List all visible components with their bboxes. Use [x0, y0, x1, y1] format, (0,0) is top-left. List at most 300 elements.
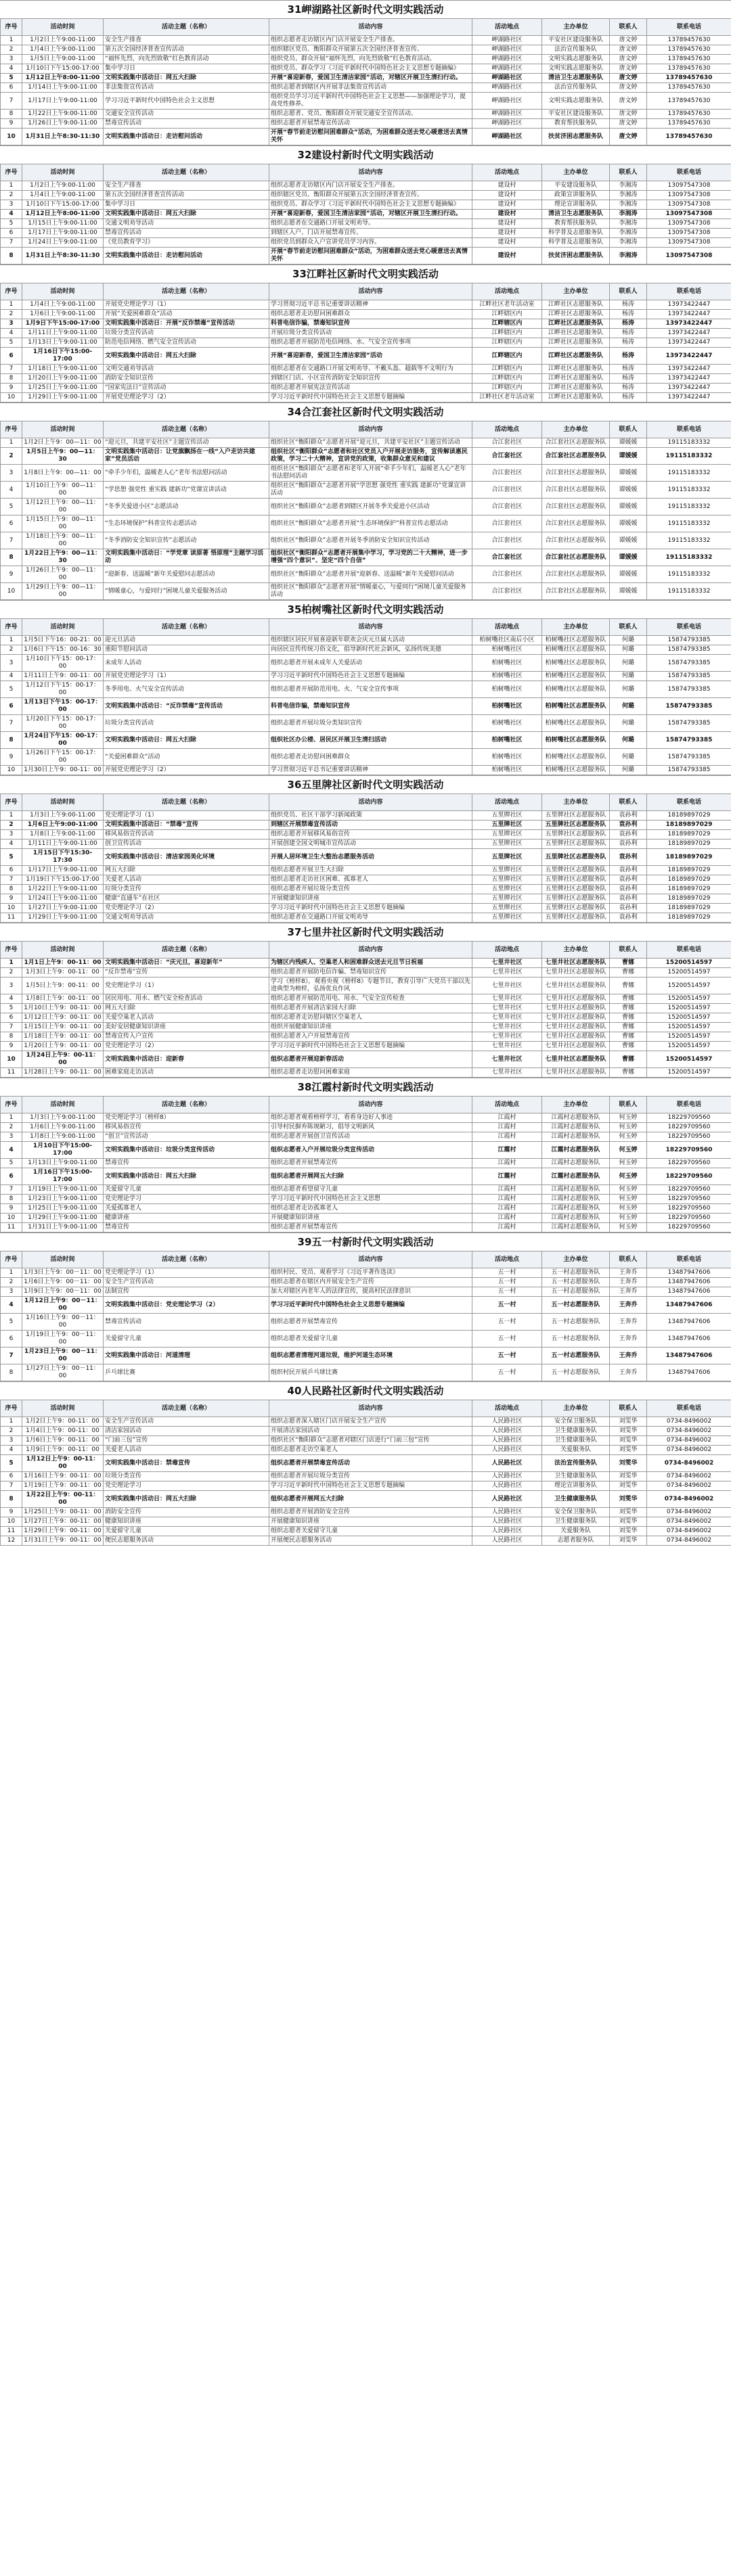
time-cell: 1月29日上午9：00—11：00: [22, 583, 104, 600]
content-cell: 开展清洁家园活动: [269, 1427, 472, 1436]
phone-cell: 13487947606: [647, 1348, 731, 1364]
theme-cell: 网五大扫除: [104, 1004, 269, 1013]
section-title: 33江畔社区新时代文明实践活动: [0, 264, 731, 283]
table-row: [1, 1508, 731, 1517]
table-row: [1, 36, 731, 45]
table-row: [1, 438, 731, 448]
seq-cell: 3: [1, 465, 22, 482]
contact-cell: 曹娜: [610, 1013, 647, 1023]
time-cell: 1月15日上午9：00-11：00: [22, 1023, 104, 1032]
time-cell: 1月12日上午8:00-11:00: [22, 74, 104, 83]
place-cell: 岬湖路社区: [472, 36, 542, 45]
content-cell: 开展垃圾分类宣传活动: [269, 329, 472, 338]
theme-cell: 交通文明劝导活动: [104, 913, 269, 923]
place-cell: 江霞村: [472, 1132, 542, 1142]
phone-cell: 13973422447: [647, 338, 731, 348]
place-cell: 江霞村: [472, 1204, 542, 1214]
theme-cell: “国家宪法日”宣传活动: [104, 384, 269, 393]
time-cell: 1月6日上午9:00-11:00: [22, 1123, 104, 1132]
contact-cell: 李湘涛: [610, 210, 647, 219]
table-row: [1, 583, 731, 600]
theme-cell: 文明实践集中活动日：禁毒宣传: [104, 1455, 269, 1472]
organizer-cell: 五一村志愿服务队: [542, 1364, 610, 1381]
table-row: [1, 448, 731, 465]
time-cell: 1月24日下午15：00-17：00: [22, 732, 104, 749]
phone-header: 联系电话: [647, 421, 731, 438]
time-cell: 1月4日上午9:00-11:00: [22, 300, 104, 310]
contact-cell: 谭媛媛: [610, 583, 647, 600]
content-cell: 学习《榜样8》，观看央视《榜样8》专题节目，教育引导广大党员干部以先进典型为榜样，弘扬优良作风: [269, 978, 472, 994]
theme-cell: 集中学习日: [104, 200, 269, 210]
place-header: 活动地点: [472, 942, 542, 959]
theme-cell: 禁毒宣传: [104, 1223, 269, 1233]
content-cell: 组织志愿者走访孤寡老人: [269, 1204, 472, 1214]
contact-cell: 李湘涛: [610, 181, 647, 191]
organizer-cell: 卫生健康服务队: [542, 1436, 610, 1446]
content-cell: 组织志愿者开展禁毒宣传活动: [269, 1455, 472, 1472]
phone-cell: 15200514597: [647, 1068, 731, 1078]
contact-cell: 谭媛媛: [610, 482, 647, 499]
phone-cell: 13789457630: [647, 74, 731, 83]
place-cell: 建设村: [472, 229, 542, 238]
phone-cell: 19115183332: [647, 566, 731, 583]
table-row: [1, 1013, 731, 1023]
time-cell: 1月15日下午15:30-17:30: [22, 849, 104, 866]
content-cell: 开展创建全国文明城市宣传活动: [269, 840, 472, 849]
contact-header: 联系人: [610, 1251, 647, 1268]
table-row: [1, 1417, 731, 1427]
table-row: [1, 766, 731, 775]
organizer-cell: 五里牌社区志愿服务队: [542, 849, 610, 866]
organizer-cell: 江霞村志愿服务队: [542, 1195, 610, 1204]
theme-cell: 乒乓球比赛: [104, 1364, 269, 1381]
time-cell: 1月9日上午9：00-11：00: [22, 1446, 104, 1455]
phone-cell: 15200514597: [647, 1042, 731, 1051]
contact-cell: 何璐: [610, 655, 647, 672]
place-cell: 合江套社区: [472, 499, 542, 515]
organizer-header: 主办单位: [542, 283, 610, 300]
time-cell: 1月6日上午9:00-11:00: [22, 821, 104, 830]
time-cell: 1月20日下午15：00-17：00: [22, 715, 104, 732]
contact-cell: 何璐: [610, 672, 647, 681]
contact-cell: 谭媛媛: [610, 515, 647, 532]
theme-header: 活动主题（名称）: [104, 283, 269, 300]
contact-cell: 刘雯华: [610, 1427, 647, 1436]
organizer-cell: 文明实践志愿服务队: [542, 55, 610, 64]
phone-cell: 0734-8496002: [647, 1491, 731, 1508]
table-header-row: [1, 1097, 731, 1113]
seq-cell: 1: [1, 636, 22, 645]
theme-cell: 禁毒宣传入户宣传: [104, 1032, 269, 1042]
seq-cell: 2: [1, 448, 22, 465]
theme-cell: 文明实践集中活动日：“庆元旦，喜迎新年”: [104, 959, 269, 968]
content-cell: 组织志愿者走访慰问辖区空巢老人: [269, 1013, 472, 1023]
place-cell: 人民路社区: [472, 1491, 542, 1508]
organizer-cell: 理论宣讲服务队: [542, 1481, 610, 1491]
time-cell: 1月5日上午9：00—11：30: [22, 448, 104, 465]
content-cell: 组织社区“衡阳群众”志愿者开展“学思想 强党性 重实践 建新功”党课宣讲活动: [269, 482, 472, 499]
place-cell: 江霞村: [472, 1159, 542, 1168]
theme-header: 活动主题（名称）: [104, 421, 269, 438]
organizer-cell: 合江套社区志愿服务队: [542, 499, 610, 515]
contact-cell: 袁孙利: [610, 904, 647, 913]
seq-cell: 5: [1, 1159, 22, 1168]
time-header: 活动时间: [22, 1251, 104, 1268]
content-cell: 组织社区“衡阳群众”志愿者对辖区门店进行“门前三包”宣传: [269, 1436, 472, 1446]
organizer-cell: 江畔社区志愿服务队: [542, 310, 610, 319]
organizer-cell: 江畔社区志愿服务队: [542, 319, 610, 329]
content-cell: 组织志愿者开展防电信诈骗、禁毒知识宣传: [269, 968, 472, 978]
content-cell: 学习习近平新时代中国特色社会主义思想专题摘编: [269, 1042, 472, 1051]
content-cell: 组织党员、群众开展“福怀先烈，向先烈致敬”红色教育活动。: [269, 55, 472, 64]
theme-cell: 关爱留守儿童: [104, 1527, 269, 1536]
place-cell: 五里牌社区: [472, 840, 542, 849]
table-row: [1, 74, 731, 83]
time-header: 活动时间: [22, 619, 104, 636]
contact-cell: 王奔乔: [610, 1278, 647, 1287]
content-cell: 组织志愿者、党员、衡阳群众开展交通安全宣传活动。: [269, 110, 472, 119]
seq-cell: 9: [1, 384, 22, 393]
content-cell: 组织志愿者开展禁毒宣传活动: [269, 119, 472, 129]
time-cell: 1月15日上午9:00-11:00: [22, 219, 104, 229]
seq-cell: 2: [1, 821, 22, 830]
phone-cell: 18229709560: [647, 1113, 731, 1123]
place-cell: 柏树嘴社区: [472, 645, 542, 655]
contact-cell: 谭媛媛: [610, 566, 647, 583]
phone-cell: 18189897029: [647, 830, 731, 840]
place-cell: 柏树嘴社区: [472, 749, 542, 766]
seq-cell: 6: [1, 229, 22, 238]
phone-cell: 18229709560: [647, 1142, 731, 1159]
place-cell: 七里井社区: [472, 1042, 542, 1051]
organizer-cell: 合江套社区志愿服务队: [542, 549, 610, 566]
theme-cell: 第五次全国经济普查宣传活动: [104, 191, 269, 200]
content-cell: 组织志愿者走访辖区内门店开展安全生产排查。: [269, 36, 472, 45]
place-cell: 建设村: [472, 238, 542, 248]
theme-cell: 开展党史理论学习（2）: [104, 766, 269, 775]
place-cell: 五一村: [472, 1331, 542, 1348]
organizer-cell: 合江套社区志愿服务队: [542, 566, 610, 583]
contact-cell: 谭媛媛: [610, 549, 647, 566]
table-row: [1, 64, 731, 74]
place-cell: 柏树嘴社区: [472, 732, 542, 749]
seq-cell: 8: [1, 248, 22, 264]
time-cell: 1月20日上午9：00-11：00: [22, 1042, 104, 1051]
contact-cell: 何璐: [610, 698, 647, 715]
organizer-cell: 七里井社区志愿服务队: [542, 1051, 610, 1068]
phone-cell: 0734-8496002: [647, 1527, 731, 1536]
phone-cell: 13487947606: [647, 1287, 731, 1297]
content-header: 活动内容: [269, 421, 472, 438]
content-cell: 组织党员到群众入户宣讲党员学习内容。: [269, 238, 472, 248]
phone-cell: 18229709560: [647, 1204, 731, 1214]
organizer-cell: 江霞村志愿服务队: [542, 1132, 610, 1142]
organizer-cell: 关爱服务队: [542, 1527, 610, 1536]
time-cell: 1月11日上午9:00-11:00: [22, 840, 104, 849]
organizer-cell: 江畔社区志愿服务队: [542, 374, 610, 384]
place-cell: 五一村: [472, 1297, 542, 1314]
contact-cell: 何玉婷: [610, 1123, 647, 1132]
place-cell: 江畔辖区内: [472, 329, 542, 338]
theme-cell: 文明实践集中活动日：党史理论学习（2）: [104, 1297, 269, 1314]
time-cell: 1月19日上午9：00－11：00: [22, 1331, 104, 1348]
organizer-cell: 科学普及志愿服务队: [542, 229, 610, 238]
table-row: [1, 1032, 731, 1042]
place-header: 活动地点: [472, 1400, 542, 1417]
contact-cell: 杨涛: [610, 310, 647, 319]
theme-cell: 党史理论学习（1）: [104, 978, 269, 994]
phone-cell: 13789457630: [647, 83, 731, 93]
phone-cell: 13973422447: [647, 310, 731, 319]
seq-cell: 4: [1, 329, 22, 338]
theme-cell: 创卫宣传活动: [104, 840, 269, 849]
phone-cell: 13097547308: [647, 191, 731, 200]
table-row: [1, 904, 731, 913]
place-cell: 江畔辖区内: [472, 384, 542, 393]
content-cell: 组织辖区党员、衡阳群众开展第五次全国经济普查宣传。: [269, 191, 472, 200]
phone-cell: 18189897029: [647, 913, 731, 923]
phone-header: 联系电话: [647, 1400, 731, 1417]
contact-cell: 袁孙利: [610, 875, 647, 885]
section-title: 31岬湖路社区新时代文明实践活动: [0, 0, 731, 18]
theme-cell: 文明实践集中活动日：垃圾分类宣传活动: [104, 1142, 269, 1159]
content-cell: 开展“春节前走访慰问困难群众”活动，为困难群众送去党心暖意送去真情关怀: [269, 129, 472, 145]
theme-cell: 文明实践集中活动日：清洁家园美化环境: [104, 849, 269, 866]
place-cell: 岬湖路社区: [472, 119, 542, 129]
organizer-cell: 柏树嘴社区志愿服务队: [542, 698, 610, 715]
time-cell: 1月22日上午9：00—11：30: [22, 549, 104, 566]
seq-header: 序号: [1, 1097, 22, 1113]
contact-cell: 杨涛: [610, 374, 647, 384]
place-cell: 五里牌社区: [472, 821, 542, 830]
theme-cell: 关爱孤寡老人: [104, 1204, 269, 1214]
seq-cell: 4: [1, 1297, 22, 1314]
contact-cell: 何玉婷: [610, 1214, 647, 1223]
contact-cell: 何璐: [610, 732, 647, 749]
table-row: [1, 1287, 731, 1297]
place-header: 活动地点: [472, 421, 542, 438]
theme-cell: 冬季用电、火气安全宣传活动: [104, 681, 269, 698]
seq-cell: 11: [1, 1527, 22, 1536]
place-cell: 人民路社区: [472, 1417, 542, 1427]
content-cell: 组织村民开展乒乓球比赛: [269, 1364, 472, 1381]
seq-cell: 9: [1, 1042, 22, 1051]
content-cell: 组织志愿者开展禁毒宣传: [269, 1159, 472, 1168]
contact-cell: 何玉婷: [610, 1113, 647, 1123]
contact-cell: 王奔乔: [610, 1268, 647, 1278]
phone-cell: 15874793385: [647, 698, 731, 715]
table-row: [1, 300, 731, 310]
time-cell: 1月10日下午15:00-17:00: [22, 1142, 104, 1159]
phone-cell: 18189897029: [647, 904, 731, 913]
phone-cell: 13097547308: [647, 219, 731, 229]
organizer-cell: 合江套社区志愿服务队: [542, 448, 610, 465]
phone-cell: 19115183332: [647, 499, 731, 515]
organizer-cell: 五一村志愿服务队: [542, 1314, 610, 1331]
table-row: [1, 55, 731, 64]
theme-cell: 文明实践集中活动日：网五大扫除: [104, 74, 269, 83]
organizer-cell: 卫生健康服务队: [542, 1517, 610, 1527]
theme-cell: 文明实践集中活动日：走访慰问活动: [104, 248, 269, 264]
seq-cell: 2: [1, 191, 22, 200]
content-cell: 加大对辖区内老年人的法律宣传，提高村民法律意识: [269, 1287, 472, 1297]
organizer-cell: 七里井社区志愿服务队: [542, 994, 610, 1004]
phone-cell: 18229709560: [647, 1168, 731, 1185]
content-cell: 组织志愿者在交通路口开展文明劝导、不戴头盔、超载等不文明行为: [269, 365, 472, 374]
organizer-cell: 教育帮扶服务队: [542, 219, 610, 229]
theme-cell: 文明实践集中活动日：让党旗飘扬在一线“入户走访共建家”党员活动: [104, 448, 269, 465]
content-cell: 到辖区开展禁毒宣传活动: [269, 821, 472, 830]
time-cell: 1月15日上午9：00—11：00: [22, 515, 104, 532]
contact-header: 联系人: [610, 164, 647, 181]
seq-cell: 10: [1, 583, 22, 600]
theme-cell: 禁毒宣传: [104, 1159, 269, 1168]
content-cell: 开展“春节前走访慰问困难群众”活动，为困难群众送去党心暖意送去真情关怀: [269, 248, 472, 264]
content-cell: 学习习近平新时代中国特色社会主义思想专题摘编: [269, 1297, 472, 1314]
table-row: [1, 1168, 731, 1185]
phone-cell: 0734-8496002: [647, 1508, 731, 1517]
place-cell: 江畔辖区内: [472, 374, 542, 384]
contact-cell: 刘雯华: [610, 1527, 647, 1536]
seq-cell: 4: [1, 210, 22, 219]
organizer-cell: 江畔社区志愿服务队: [542, 348, 610, 365]
time-cell: 1月31日上午8:30-11:30: [22, 248, 104, 264]
phone-cell: 15874793385: [647, 645, 731, 655]
place-header: 活动地点: [472, 1251, 542, 1268]
place-cell: 岬湖路社区: [472, 45, 542, 55]
place-cell: 人民路社区: [472, 1427, 542, 1436]
place-cell: 江畔社区老年活动室: [472, 300, 542, 310]
section-title: 38江霞村新时代文明实践活动: [0, 1078, 731, 1096]
phone-cell: 19115183332: [647, 448, 731, 465]
phone-cell: 15874793385: [647, 715, 731, 732]
organizer-cell: 合江套社区志愿服务队: [542, 515, 610, 532]
table-row: [1, 1113, 731, 1123]
seq-cell: 8: [1, 885, 22, 894]
organizer-cell: 五一村志愿服务队: [542, 1297, 610, 1314]
organizer-cell: 柏树嘴社区志愿服务队: [542, 681, 610, 698]
phone-cell: 15874793385: [647, 636, 731, 645]
table-row: [1, 219, 731, 229]
phone-cell: 13973422447: [647, 365, 731, 374]
contact-cell: 曹娜: [610, 1023, 647, 1032]
theme-cell: 重阳节慰问活动: [104, 645, 269, 655]
place-cell: 人民路社区: [472, 1472, 542, 1481]
place-cell: 合江套社区: [472, 583, 542, 600]
content-cell: 组织志愿者走访慰问困难家庭: [269, 1068, 472, 1078]
seq-header: 序号: [1, 942, 22, 959]
time-cell: 1月26日下午15：00-17：00: [22, 749, 104, 766]
table-header-row: [1, 421, 731, 438]
organizer-cell: 七里井社区志愿服务队: [542, 1032, 610, 1042]
table-row: [1, 1536, 731, 1546]
content-cell: 组织志愿者开展防范电信网络、水、气安全宣传事项: [269, 338, 472, 348]
content-cell: 科普电信诈骗，禁毒知识宣传: [269, 319, 472, 329]
time-cell: 1月29日上午9:00-11:00: [22, 913, 104, 923]
table-row: [1, 549, 731, 566]
seq-cell: 10: [1, 904, 22, 913]
content-cell: 组织志愿者开展垃圾分类知识宣传: [269, 715, 472, 732]
place-cell: 七里井社区: [472, 994, 542, 1004]
seq-cell: 3: [1, 655, 22, 672]
phone-cell: 15200514597: [647, 978, 731, 994]
content-cell: 组织志愿者到辖区内开展非法集资宣传活动: [269, 83, 472, 93]
organizer-cell: 江畔社区志愿服务队: [542, 393, 610, 402]
phone-cell: 15200514597: [647, 1004, 731, 1013]
time-cell: 1月1日上午9：00-11：00: [22, 959, 104, 968]
theme-cell: 《党员教育学习》: [104, 238, 269, 248]
theme-cell: 交通文明劝导活动: [104, 219, 269, 229]
place-cell: 江畔社区老年活动室: [472, 393, 542, 402]
seq-cell: 4: [1, 840, 22, 849]
table-row: [1, 238, 731, 248]
contact-cell: 何璐: [610, 766, 647, 775]
content-header: 活动内容: [269, 1251, 472, 1268]
organizer-cell: 柏树嘴社区志愿服务队: [542, 715, 610, 732]
theme-cell: 防范电信网络、燃气安全宣传活动: [104, 338, 269, 348]
seq-cell: 3: [1, 978, 22, 994]
organizer-cell: 五里牌社区志愿服务队: [542, 821, 610, 830]
table-row: [1, 811, 731, 821]
theme-cell: “学思想 强党性 重实践 建新功”党课宣讲活动: [104, 482, 269, 499]
phone-cell: 18189897029: [647, 885, 731, 894]
organizer-cell: 五里牌社区志愿服务队: [542, 811, 610, 821]
table-row: [1, 1159, 731, 1168]
organizer-cell: 江霞村志愿服务队: [542, 1123, 610, 1132]
organizer-cell: 清洁卫生志愿服务队: [542, 210, 610, 219]
theme-header: 活动主题（名称）: [104, 1400, 269, 1417]
phone-cell: 0734-8496002: [647, 1436, 731, 1446]
theme-cell: 文明实践集中活动日：网五大扫除: [104, 1168, 269, 1185]
table-row: [1, 749, 731, 766]
seq-cell: 3: [1, 1287, 22, 1297]
activity-table: [0, 1400, 731, 1546]
place-cell: 江霞村: [472, 1123, 542, 1132]
table-row: [1, 1051, 731, 1068]
content-header: 活动内容: [269, 942, 472, 959]
seq-cell: 3: [1, 200, 22, 210]
organizer-cell: 七里井社区志愿服务队: [542, 1068, 610, 1078]
phone-cell: 13973422447: [647, 384, 731, 393]
seq-header: 序号: [1, 283, 22, 300]
time-cell: 1月22日上午9:00-11:00: [22, 885, 104, 894]
contact-cell: 唐文婷: [610, 74, 647, 83]
seq-cell: 4: [1, 64, 22, 74]
time-cell: 1月27日上午9：00－11：00: [22, 1364, 104, 1381]
theme-cell: 禁毒宣传活动: [104, 229, 269, 238]
time-cell: 1月31日上午9：00-11：00: [22, 1536, 104, 1546]
table-row: [1, 645, 731, 655]
time-cell: 1月25日上午9:00-11:00: [22, 384, 104, 393]
place-cell: 人民路社区: [472, 1536, 542, 1546]
place-cell: 岬湖路社区: [472, 55, 542, 64]
contact-header: 联系人: [610, 619, 647, 636]
content-cell: 组织志愿者走访空巢老人: [269, 1446, 472, 1455]
contact-cell: 袁孙利: [610, 811, 647, 821]
organizer-cell: 教育帮扶服务队: [542, 119, 610, 129]
theme-cell: 安全生产宣传活动: [104, 1278, 269, 1287]
content-cell: 到辖区门店、小区宣传消防安全知识宣传: [269, 374, 472, 384]
activity-table: [0, 164, 731, 264]
place-cell: 岬湖路社区: [472, 64, 542, 74]
time-cell: 1月20日上午9:00-11:00: [22, 374, 104, 384]
theme-cell: “冬季消防安全知识宣传”志愿活动: [104, 532, 269, 549]
content-cell: 组织志愿者开展垃圾分类宣传: [269, 1472, 472, 1481]
table-row: [1, 1331, 731, 1348]
organizer-header: 主办单位: [542, 164, 610, 181]
table-row: [1, 732, 731, 749]
theme-cell: 文明实践集中活动日：河道清理: [104, 1348, 269, 1364]
